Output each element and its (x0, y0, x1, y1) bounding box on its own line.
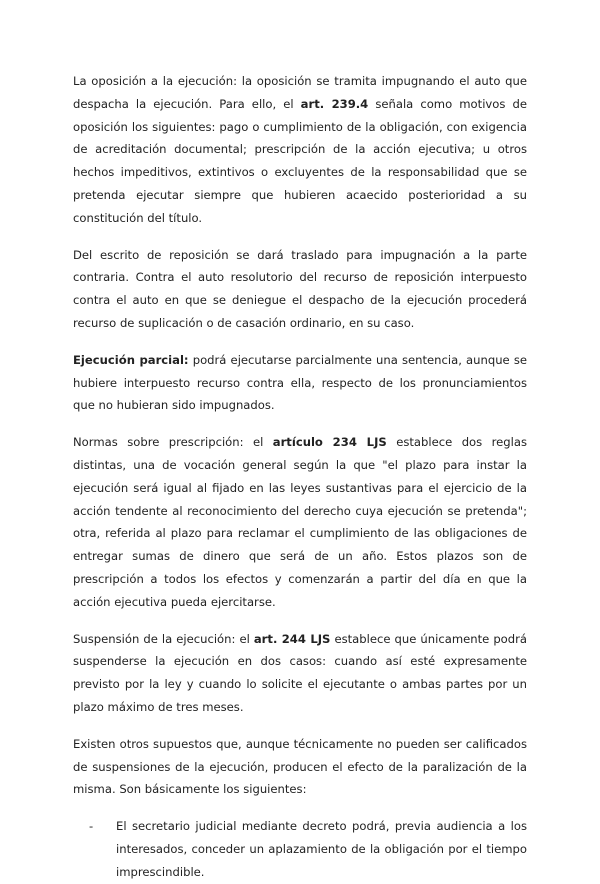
paragraph-text: establece que únicamente podrá suspenderse la ejecución en dos casos: cuando así esté expresamente previsto por la ley y cuando lo solicite el ejecutante o ambas partes por un plazo máximo de tres meses. (73, 631, 528, 714)
paragraph-reposition (73, 244, 527, 335)
paragraph-prescription (73, 431, 527, 613)
paragraph-text: podrá ejecutarse parcialmente una sentencia, aunque se hubiere interpuesto recurso contra ella, respecto de los pronunciamientos que no hubieran sido impugnados. (73, 352, 527, 413)
paragraph-text: establece dos reglas distintas, una de vocación general según la que "el plazo para instar la ejecución será igual al fijado en las leyes sustantivas para el ejercicio de la acción tendente al reconocimiento del derecho cuya ejecución se pretenda"; otra, referida al plazo para reclamar el cumplimiento de las obligaciones de entregar sumas de dinero que será de un año. Estos plazos son de prescripción a todos los efectos y comenzarán a partir del día en que la acción ejecutiva pueda ejercitarse. (73, 435, 527, 609)
list-item (89, 815, 527, 883)
paragraph-text: Existen otros supuestos que, aunque técnicamente no pueden ser calificados de suspensiones de la ejecución, producen el efecto de la paralización de la misma. Son básicamente los siguientes: (73, 736, 527, 797)
paragraph-suspension (73, 628, 527, 719)
paragraph-text: Normas sobre prescripción: el (73, 435, 273, 450)
article-reference: art. 239.4 (300, 96, 369, 111)
list-item-text: El secretario judicial mediante decreto podrá, previa audiencia a los interesados, conceder un aplazamiento de la obligación por el tiempo imprescindible. (116, 819, 527, 879)
article-reference: artículo 234 LJS (272, 435, 387, 450)
article-reference: art. 244 LJS (253, 631, 331, 646)
paragraph-text: Del escrito de reposición se dará traslado para impugnación a la parte contraria. Contra el auto resolutorio del recurso de reposición interpuesto contra el auto en que se deniegue el despacho de la ejecución procederá recurso de suplicación o de casación ordinario, en su caso. (73, 247, 527, 330)
paragraph-other-cases (73, 733, 527, 801)
paragraph-text: Suspensión de la ejecución: el (73, 631, 254, 646)
bullet-marker: - (89, 819, 94, 834)
section-heading-inline: Ejecución parcial: (73, 352, 189, 367)
paragraph-partial-execution (73, 349, 527, 417)
paragraph-text: La oposición a la ejecución: la oposición se tramita impugnando el auto que despacha la ejecución. Para ello, el (73, 74, 527, 111)
paragraph-text: señala como motivos de oposición los siguientes: pago o cumplimiento de la obligación, con exigencia de acreditación documental; prescripción de la acción ejecutiva; u otros hechos impeditivos, extintivos o excluyentes de la responsabilidad que se pretenda ejecutar siempre que hubieren acaecido posterioridad a su constitución del título. (73, 96, 527, 225)
paragraph-opposition (73, 70, 527, 230)
